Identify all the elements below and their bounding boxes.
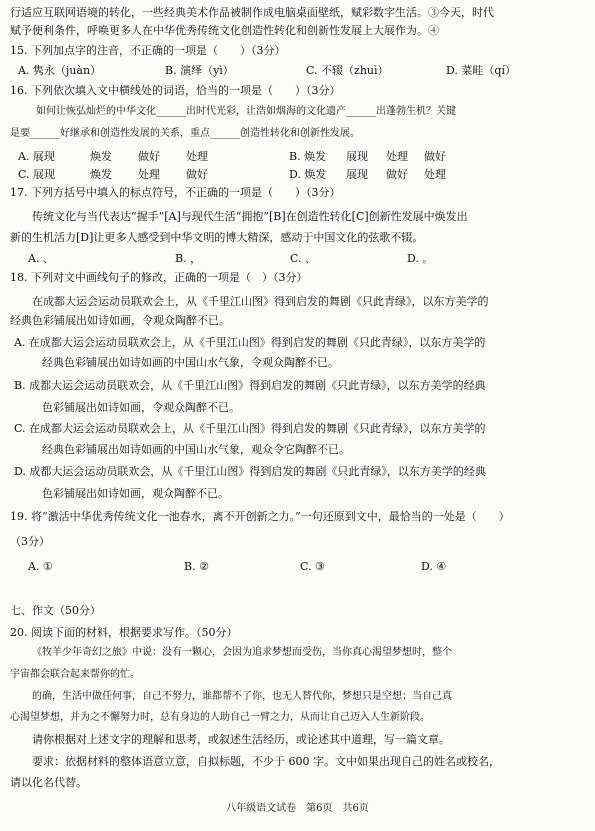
section-heading: 七、作文（50分）: [10, 604, 101, 617]
material-line: 的确，生活中做任何事，自己不努力，谁都帮不了你，也无人替代你，梦想只是空想；当自己真: [32, 691, 452, 702]
q18-option-d: D. 成都大运会运动员联欢会，从《千里江山图》得到启发的舞剧《只此青绿》，以东方美学的经典: [14, 465, 486, 478]
q16-option-d-1: D. 焕发: [289, 168, 327, 181]
q17-sentence-line: 传统文化与当代表达“握手”[A]与现代生活“拥抱”[B]在创造性转化[C]创新性发展中焕发出: [32, 210, 468, 223]
q16-option-c-1: C. 展现: [18, 168, 56, 181]
q16-option-c-3: 处理: [138, 168, 160, 181]
requirement-line: 请以化名代替。: [10, 776, 87, 789]
material-line: 宇宙都会联合起来帮你的忙。: [10, 669, 140, 680]
q16-option-b-4: 做好: [424, 150, 446, 163]
q18-option-b-cont: 色彩铺展出如诗如画，令观众陶醉不已。: [42, 401, 240, 414]
question-17: 17. 下列方括号中填入的标点符号，不正确的一项是（ ）（3分）: [10, 186, 341, 199]
q15-option-d: D. 菜畦（qí）: [446, 64, 516, 77]
q16-option-c-2: 焕发: [90, 168, 112, 181]
q17-option-b: B. ，: [175, 252, 202, 265]
q18-option-c-cont: 经典色彩铺展出如诗如画的中国山水气象，观众令它陶醉不已。: [42, 443, 350, 456]
q16-option-d-2: 展现: [346, 168, 368, 181]
q16-option-b-3: 处理: [386, 150, 408, 163]
q18-sentence-line: 在成都大运会运动员联欢会上，从《千里江山图》得到启发的舞剧《只此青绿》，以东方美学的: [32, 295, 489, 308]
q16-option-c-4: 做好: [186, 168, 208, 181]
q16-sentence-line: 是要______好继承和创造性发展的关系，重点______创造性转化和创新性发展。: [10, 128, 360, 139]
q15-option-a: A. 隽永（juàn）: [18, 64, 102, 77]
q16-option-d-4: 处理: [424, 168, 446, 181]
q16-option-b-2: 展现: [346, 150, 368, 163]
q18-option-d-cont: 色彩铺展出如诗如画，观众陶醉不已。: [42, 487, 229, 500]
q17-sentence-line: 新的生机活力[D]让更多人感受到中华文明的博大精深，感动于中国文化的弦歌不辍。: [10, 231, 424, 244]
q16-option-a-3: 做好: [138, 150, 160, 163]
q18-option-a-cont: 经典色彩铺展出如诗如画的中国山水气象，令观众陶醉不已。: [42, 356, 339, 369]
material-line: 《牧羊少年奇幻之旅》中说：没有一颗心，会因为追求梦想而受伤，当你真心渴望梦想时，整个: [32, 647, 452, 658]
q15-option-b: B. 演绎（yì）: [165, 64, 234, 77]
q18-sentence-line: 经典色彩铺展出如诗如画，令观众陶醉不已。: [10, 314, 230, 327]
q17-option-a: A. 、: [28, 252, 54, 265]
page-footer: 八年级语文试卷 第6页 共6页: [226, 803, 369, 814]
question-19: 19. 将“激活中华优秀传统文化一池春水，离不开创新之力。”一句还原到文中，最恰当的一处是（ ）: [10, 510, 510, 523]
q16-option-a-4: 处理: [186, 150, 208, 163]
q19-option-d: D. ④: [421, 560, 447, 573]
question-15: 15. 下列加点字的注音，不正确的一项是（ ）（3分）: [10, 44, 286, 57]
q18-option-b: B. 成都大运会运动员联欢会，从《千里江山图》得到启发的舞剧《只此青绿》，以东方美学的经典: [14, 379, 486, 392]
q16-option-d-3: 做好: [386, 168, 408, 181]
q19-option-b: B. ②: [184, 560, 209, 573]
q16-sentence-line: 如何让恢弘灿烂的中华文化______出时代光彩，让浩如烟海的文化遗产______出蓬勃生机？关键: [36, 106, 456, 117]
material-line: 心渴望梦想，并为之不懈努力时，总有身边的人助自己一臂之力，从而让自己迈入人生新阶段。: [10, 712, 430, 723]
question-20: 20. 阅读下面的材料，根据要求写作。（50分）: [10, 626, 238, 639]
question-16: 16. 下列依次填入文中横线处的词语，恰当的一项是（ ）（3分）: [10, 84, 341, 97]
passage-line: 行适应互联网语境的转化，一些经典美术作品被制作成电脑桌面壁纸，赋彩数字生活。③今天，时代: [10, 6, 494, 19]
question-19-points: （3分）: [10, 535, 50, 548]
instruction-line: 请你根据对上述文字的理解和思考，或叙述生活经历，或论述其中道理，写一篇文章。: [32, 733, 450, 746]
q16-option-a-1: A. 展现: [18, 150, 55, 163]
q18-option-a: A. 在成都大运会运动员联欢会上，从《千里江山图》得到启发的舞剧《只此青绿》，以东方美学的: [14, 336, 486, 349]
q16-option-b-1: B. 焕发: [289, 150, 327, 163]
q17-option-d: D. 。: [407, 252, 434, 265]
requirement-line: 要求：依据材料的整体语意立意，自拟标题，不少于 600 字。文中如果出现自己的姓名或校名，: [32, 755, 500, 768]
question-18: 18. 下列对文中画线句子的修改，正确的一项是（ ）（3分）: [10, 271, 308, 284]
q15-option-c: C. 不辍（zhuì）: [306, 64, 389, 77]
q19-option-a: A. ①: [28, 560, 53, 573]
passage-line: 赋予便利条件，呼唤更多人在中华优秀传统文化创造性转化和创新性发展上大展作为。④: [10, 24, 439, 37]
q18-option-c: C. 在成都大运会运动员联欢会上，从《千里江山图》得到启发的舞剧《只此青绿》，以东方美学的: [14, 422, 486, 435]
q19-option-c: C. ③: [300, 560, 325, 573]
q17-option-c: C. 、: [290, 252, 317, 265]
q16-option-a-2: 焕发: [90, 150, 112, 163]
